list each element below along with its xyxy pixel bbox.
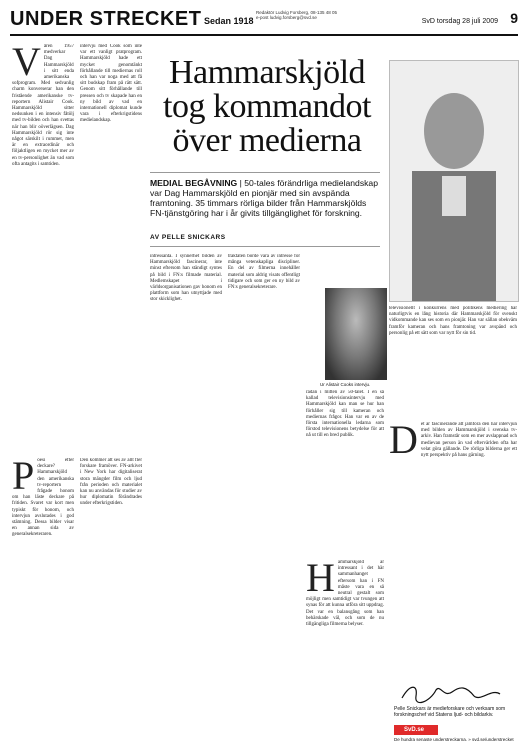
page-number: 9: [510, 10, 518, 26]
dropcap: V: [12, 44, 41, 84]
page-header: [10, 6, 518, 36]
body-text: oesi efter deckare? Hammarskjöld den amerikanska tv-reportern frågade honom om han läste deckare på fritiden. Svaret var kort men typiskt för honom, och intervjun avslutades i god stämning. Dessa bilder visar en annan sida av generalsekreteraren.: [12, 458, 74, 538]
byline-divider: [150, 246, 380, 247]
signature-image: [396, 680, 506, 706]
dropcap: P: [12, 458, 35, 498]
ingress-text: | 50-tales förändrliga medielandskap var Dag Hammarskjöld en pionjär med sin avspända framtoning. 35 timmars rörliga bilder från Hammarskjölds FN-tjänstgöring har i år givits tillgänglighet för forskning.: [150, 178, 378, 218]
article-photo: [389, 60, 519, 302]
site-link[interactable]: De hundra senaste understreckarna. » svd.se/understrecket: [394, 737, 514, 742]
byline: AV PELLE SNICKARS: [150, 234, 226, 241]
body-text: traktaten borde vara av intresse för många vetenskapliga discipliner. En del av filmerna innehåller material som aldrig visats offentligt tidigare och som ger en ny bild av FN:s generalsekreterare.: [228, 254, 300, 291]
body-text: rädan i mitten av 50-talet. I en så kallad televisionsintervju med Hammarskjöld kan man se hur han förhåller sig till kameran och mediernas frågor. Han var en av de första internationella ledarna som förstod televisionens betydelse för att nå ut till en bred publik.: [306, 390, 384, 439]
title-divider: [150, 172, 380, 173]
article-column-8: [306, 560, 384, 740]
article-ingress: [150, 178, 380, 218]
photo-caption: Ur Alistair Cooks intervju.: [320, 382, 371, 387]
author-info: Pelle Snickars är medieforskare och verksam som forskningschef vid Statens ljud- och bildarkiv.: [394, 706, 506, 718]
body-text: ammarskjöld är intressant i det här sammanhanget eftersom han i FN måste vara en så neutral gestalt som möjligt men samtidigt var tvungen att synas för att kunna utföra sitt uppdrag. Det var en balansgång som han behärskade väl, och som de nu tillgängliga filmerna belyser.: [306, 560, 384, 628]
section-since: Sedan 1918: [204, 16, 254, 26]
kicker: MEDIAL BEGÅVNING: [150, 178, 238, 188]
article-title: Hammarskjöld tog kommandot över medierna: [163, 54, 371, 159]
article-column-3: [150, 254, 222, 738]
body-text: intervju med Cook som inte var ett vanligt pratprogram. Hammarskjöld hade ett mycket genomtänkt förhållande till mediernas roll och han var noga med att få sitt budskap fram på rätt sätt. Genom sitt förhållande till pressen och tv skapade han en ny bild av vad en internationell diplomat kunde vara i efterkrigstidens medielandskap.: [80, 44, 142, 124]
issue-date: SvD torsdag 28 juli 2009: [421, 18, 498, 25]
article-column-9: [12, 458, 74, 738]
portrait-photo: [325, 288, 387, 380]
svd-logo[interactable]: SvD.se: [394, 725, 438, 735]
editor-contact: [256, 10, 337, 20]
photo-image: [390, 61, 518, 301]
body-text: intressanta. I synnerhet bilden av Hammarskjöld fascinerar, inte minst eftersom han ständigt syntes på bild i FN:s filmade material. Medlemskapet i världsorganisationen gav honom en plattform som han utnyttjade med stor skicklighet.: [150, 254, 222, 303]
body-text: åren 1957 medverkar Dag Hammarskjöld i sitt enda amerikanska sofprogram. Med sedvanlig charm konverserar han den fristående amerikanske tv-reportern Alistair Cook. Hammarskjöld sitter nedsunken i en intensiv fåtölj med tv-bilden och han svettas när han blir oöverlägsen. Dag Hammarskjöld rör sig inte något särskilt i rummet, men är en extraordinär och följaktligen en mycket mer av en tv-personlighet än vad som ofta antagits i samtiden.: [12, 44, 74, 167]
editor-line: Redaktör Ludvig Forsberg, 08-135 48 05: [256, 10, 338, 15]
article-column-6: [389, 306, 517, 416]
article-column-10: [80, 458, 142, 738]
article-column-1: [12, 44, 74, 444]
author-signature: [396, 680, 506, 706]
body-text: et är fascinerande att jämföra den här intervjun med bilden av Hammarskjöld i svenska tv-arkiv. Han framstår som en mer avslappnad och medievan person än vad eftervärlden ofta har velat göra gällande. De rörliga bilderna ger ett nytt perspektiv på hans gärning.: [420, 422, 517, 459]
section-brand: UNDER STRECKET: [10, 8, 202, 30]
body-text: televisionellt i konkurrens med politikens mediering har naturligtvis en lång historia där Hammarskjöld för svenskt vidkommande kan ses som en pionjär. Han var sällan obekväm framför kameran och hans framtoning var avspänd och personlig på ett sätt som var nytt för sin tid.: [389, 306, 517, 336]
editor-email: e-post ludvig.forsberg@svd.se: [256, 15, 317, 20]
article-column-7: [389, 422, 517, 672]
dropcap: D: [389, 422, 418, 462]
article-column-2: [80, 44, 142, 454]
body-text: Den kommer att ses av allt fler forskare framöver. FN-arkivet i New York har digitaliserat stora mängder film och ljud från perioden och materialet kan nu användas för studier av hur diplomatin förändrades under efterkrigstiden.: [80, 458, 142, 507]
dropcap: H: [306, 560, 335, 600]
article-column-4: [228, 254, 300, 738]
